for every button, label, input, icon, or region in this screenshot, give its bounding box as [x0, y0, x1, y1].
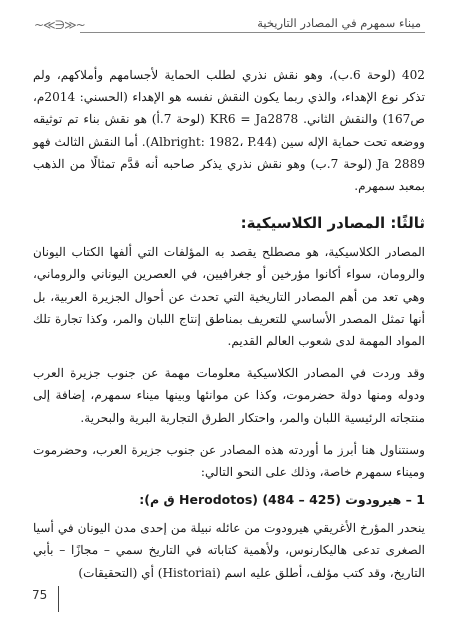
spacer — [33, 197, 425, 207]
page-body — [33, 64, 425, 584]
header-rule — [80, 32, 425, 33]
page-header — [30, 14, 425, 38]
paragraph-overview: وسنتناول هنا أبرز ما أوردته هذه المصادر عن جنوب جزيرة العرب، وحضرموت وميناء سمهرم خاصة، وذلك على النحو التالي: — [33, 442, 425, 480]
spacer — [33, 352, 425, 362]
section-heading: ثالثًا: المصادر الكلاسيكية: — [240, 214, 425, 233]
paragraph-herodotus: ينحدر المؤرخ الأغريقي هيرودوت من عائله نبيلة من إحدى مدن اليونان في أسيا الصغرى تدعى هاليكارنوس، ولأهمية كتاباته في التاريخ سمي – مجازًا – بأبي التاريخ، وقد كتب مؤلف، أطلق عليه اسم (Historiai) أي (التحقيقات) — [33, 521, 425, 580]
page-footer — [30, 586, 90, 614]
running-title: ميناء سمهرم في المصادر التاريخية — [257, 16, 421, 30]
header-ornament: ~≪∋≫~ — [34, 18, 85, 32]
paragraph-classical-info: وقد وردت في المصادر الكلاسيكية معلومات مهمة عن جنوب جزيرة العرب ودوله ومنها دولة حضرموت، وكذا عن موانئها وبينها ميناء سمهرم، إضافة إلى منتجاته الرئيسية اللبان والمر، واحتكار الطرق التجارية البرية والبحرية. — [33, 366, 425, 425]
footer-rule — [58, 586, 59, 612]
paragraph-classical-definition: المصادر الكلاسيكية، هو مصطلح يقصد به المؤلفات التي ألفها الكتاب اليونان والرومان، سواء أكانوا مؤرخين أو جغرافيين، في العصرين اليوناني والروماني، وهي تعد من أهم المصادر التاريخية التي تحدث عن أحوال الجزيرة العربية، بل أنها تمثل المصدر الأساسي للتعريف بمناطق إنتاج اللبان والمر، وكذا تجارة تلك المواد المهمة لدى شعوب العالم القديم. — [33, 245, 425, 349]
spacer — [33, 429, 425, 439]
page-number: 75 — [32, 588, 48, 602]
subheading-herodotus: 1 – هيرودوت (425 – 484) (Herodotos ق م): — [139, 492, 425, 508]
paragraph-inscriptions: 402 (لوحة 6.ب)، وهو نقش نذري لطلب الحماية لأجسامهم وأملاكهم، ولم تذكر نوع الإهداء، والذي ربما يكون النقش نفسه هو الإهداء (الحسني: 2014م، ص167) والنقش الثاني. KR6 = Ja2878 (لوحة 7.أ) هو نقش بناء تم توثيقه ووضعه تحت حماية الإله سين (Albright: 1982، P.44). أما النقش الثالث فهو Ja 2889 (لوحة 7.ب) وهو نقش نذري يذكر صاحبه أنه قدَّم تمثالًا من الذهب بمعبد سمهرم. — [33, 68, 425, 194]
